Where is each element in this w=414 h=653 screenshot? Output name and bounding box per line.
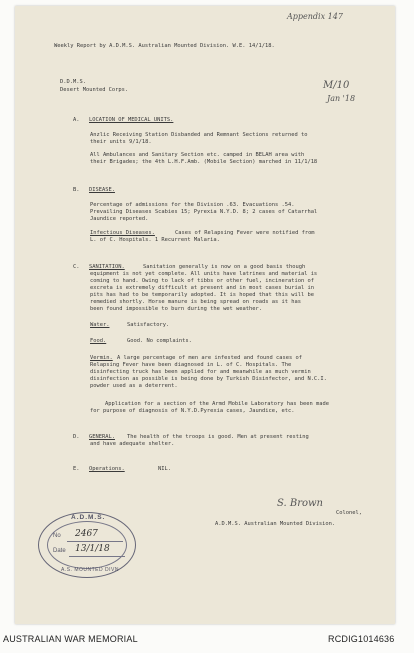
section-c-line: been found impossible to burn during the wet weather. [90,306,263,312]
infectious-diseases-line: L. of C. Hospitals. 1 Recurrent Malaria. [90,237,220,243]
stamp-date-rule [69,556,125,557]
section-b-line: Prevailing Diseases Scabies 15; Pyrexia N.Y.D. 8; 2 cases of Catarrhal [90,209,318,215]
stamp-date-value: 13/1/18 [75,544,110,554]
section-a-heading: LOCATION OF MEDICAL UNITS. [89,117,174,123]
section-a-letter: A. [73,117,80,123]
section-b-heading: DISEASE. [89,187,115,193]
vermin-line: disinfecting truck has been applied for and meanwhile as much vermin [90,369,311,375]
signoff-rank: Colonel, [336,510,362,516]
vermin-line: disinfection as possible is being done by Turkish Disinfector, and N.C.I. [90,376,327,382]
section-c-heading: SANITATION. [89,264,125,270]
application-line: for purpose of diagnosis of N.Y.D.Pyrexia cases, Jaundice, etc. [90,408,295,414]
stamp-no-value: 2467 [75,529,98,539]
section-c-line: remedied shortly. Horse manure is being spread on roads as it has [90,299,301,305]
section-e-letter: E. [73,466,80,472]
section-c-line: equipment is not yet complete. All units have latrines and material is [90,271,318,277]
signoff-title: A.D.M.S. Australian Mounted Division. [215,521,336,527]
food-label: Food. [90,338,107,344]
section-a-line: their Brigades; the 4th L.H.F.Amb. (Mobile Section) marched in 11/1/18 [90,159,318,165]
section-b-letter: B. [73,187,80,193]
section-c-line: coming to hand. Owing to lack of tibbs or other fuel, incineration of [90,278,314,284]
section-e-text: NIL. [158,466,171,472]
section-d-line: The health of the troops is good. Men at present resting [127,434,309,440]
section-a-line: their units 9/1/18. [90,139,152,145]
section-c-line: excreta is extremely difficult at present and in most cases burial in [90,285,314,291]
section-c-line: pits has had to be temporarily adopted. It is hoped that this will be [90,292,314,298]
report-title: Weekly Report by A.D.M.S. Australian Mounted Division. W.E. 14/1/18. [54,43,275,49]
adms-stamp [38,512,136,578]
vermin-label: Vermin. [90,355,113,361]
addressee-sub: Desert Mounted Corps. [60,87,129,93]
margin-reference: M/10 [323,80,350,91]
vermin-line: Relapsing Fever have been diagnosed in L. of C. Hospitals. The [90,362,292,368]
section-a-line: All Ambulances and Sanitary Section etc. camped in BELAH area with [90,152,305,158]
stamp-no-label: No [53,533,61,539]
section-d-heading: GENERAL. [89,434,115,440]
section-b-line: Jaundice reported. [90,216,149,222]
stamp-date-label: Date [53,548,66,554]
margin-date: Jan '18 [327,94,356,103]
vermin-line: A large percentage of men are infested and found cases of [117,355,302,361]
addressee: D.D.M.S. [60,79,86,85]
section-d-line: and have adequate shelter. [90,441,175,447]
footer-source: AUSTRALIAN WAR MEMORIAL [3,634,138,644]
footer-id: RCDIG1014636 [328,634,395,644]
infectious-diseases-label: Infectious Diseases. [90,230,155,236]
section-b-line: Percentage of admissions for the Division .63. Evacuations .54. [90,202,295,208]
food-text: Good. No complaints. [127,338,192,344]
water-label: Water. [90,322,110,328]
signature: S. Brown [277,498,324,509]
section-a-line: Anzlic Receiving Station Disbanded and Remnant Sections returned to [90,132,308,138]
application-line: Application for a section of the Armd Mobile Laboratory has been made [105,401,329,407]
vermin-line: powder used as a deterrent. [90,383,178,389]
section-c-line: Sanitation generally is now on a good basis though [143,264,306,270]
section-d-letter: D. [73,434,80,440]
stamp-bottom-text: A.S. MOUNTED DIVN [61,567,119,573]
section-e-heading: Operations. [89,466,125,472]
water-text: Satisfactory. [127,322,170,328]
appendix-annotation: Appendix 147 [287,12,343,21]
stamp-no-rule [67,541,123,542]
section-c-letter: C. [73,264,80,270]
infectious-diseases-line: Cases of Relapsing Fever were notified from [175,230,315,236]
stamp-top-text: A.D.M.S. [71,514,106,521]
